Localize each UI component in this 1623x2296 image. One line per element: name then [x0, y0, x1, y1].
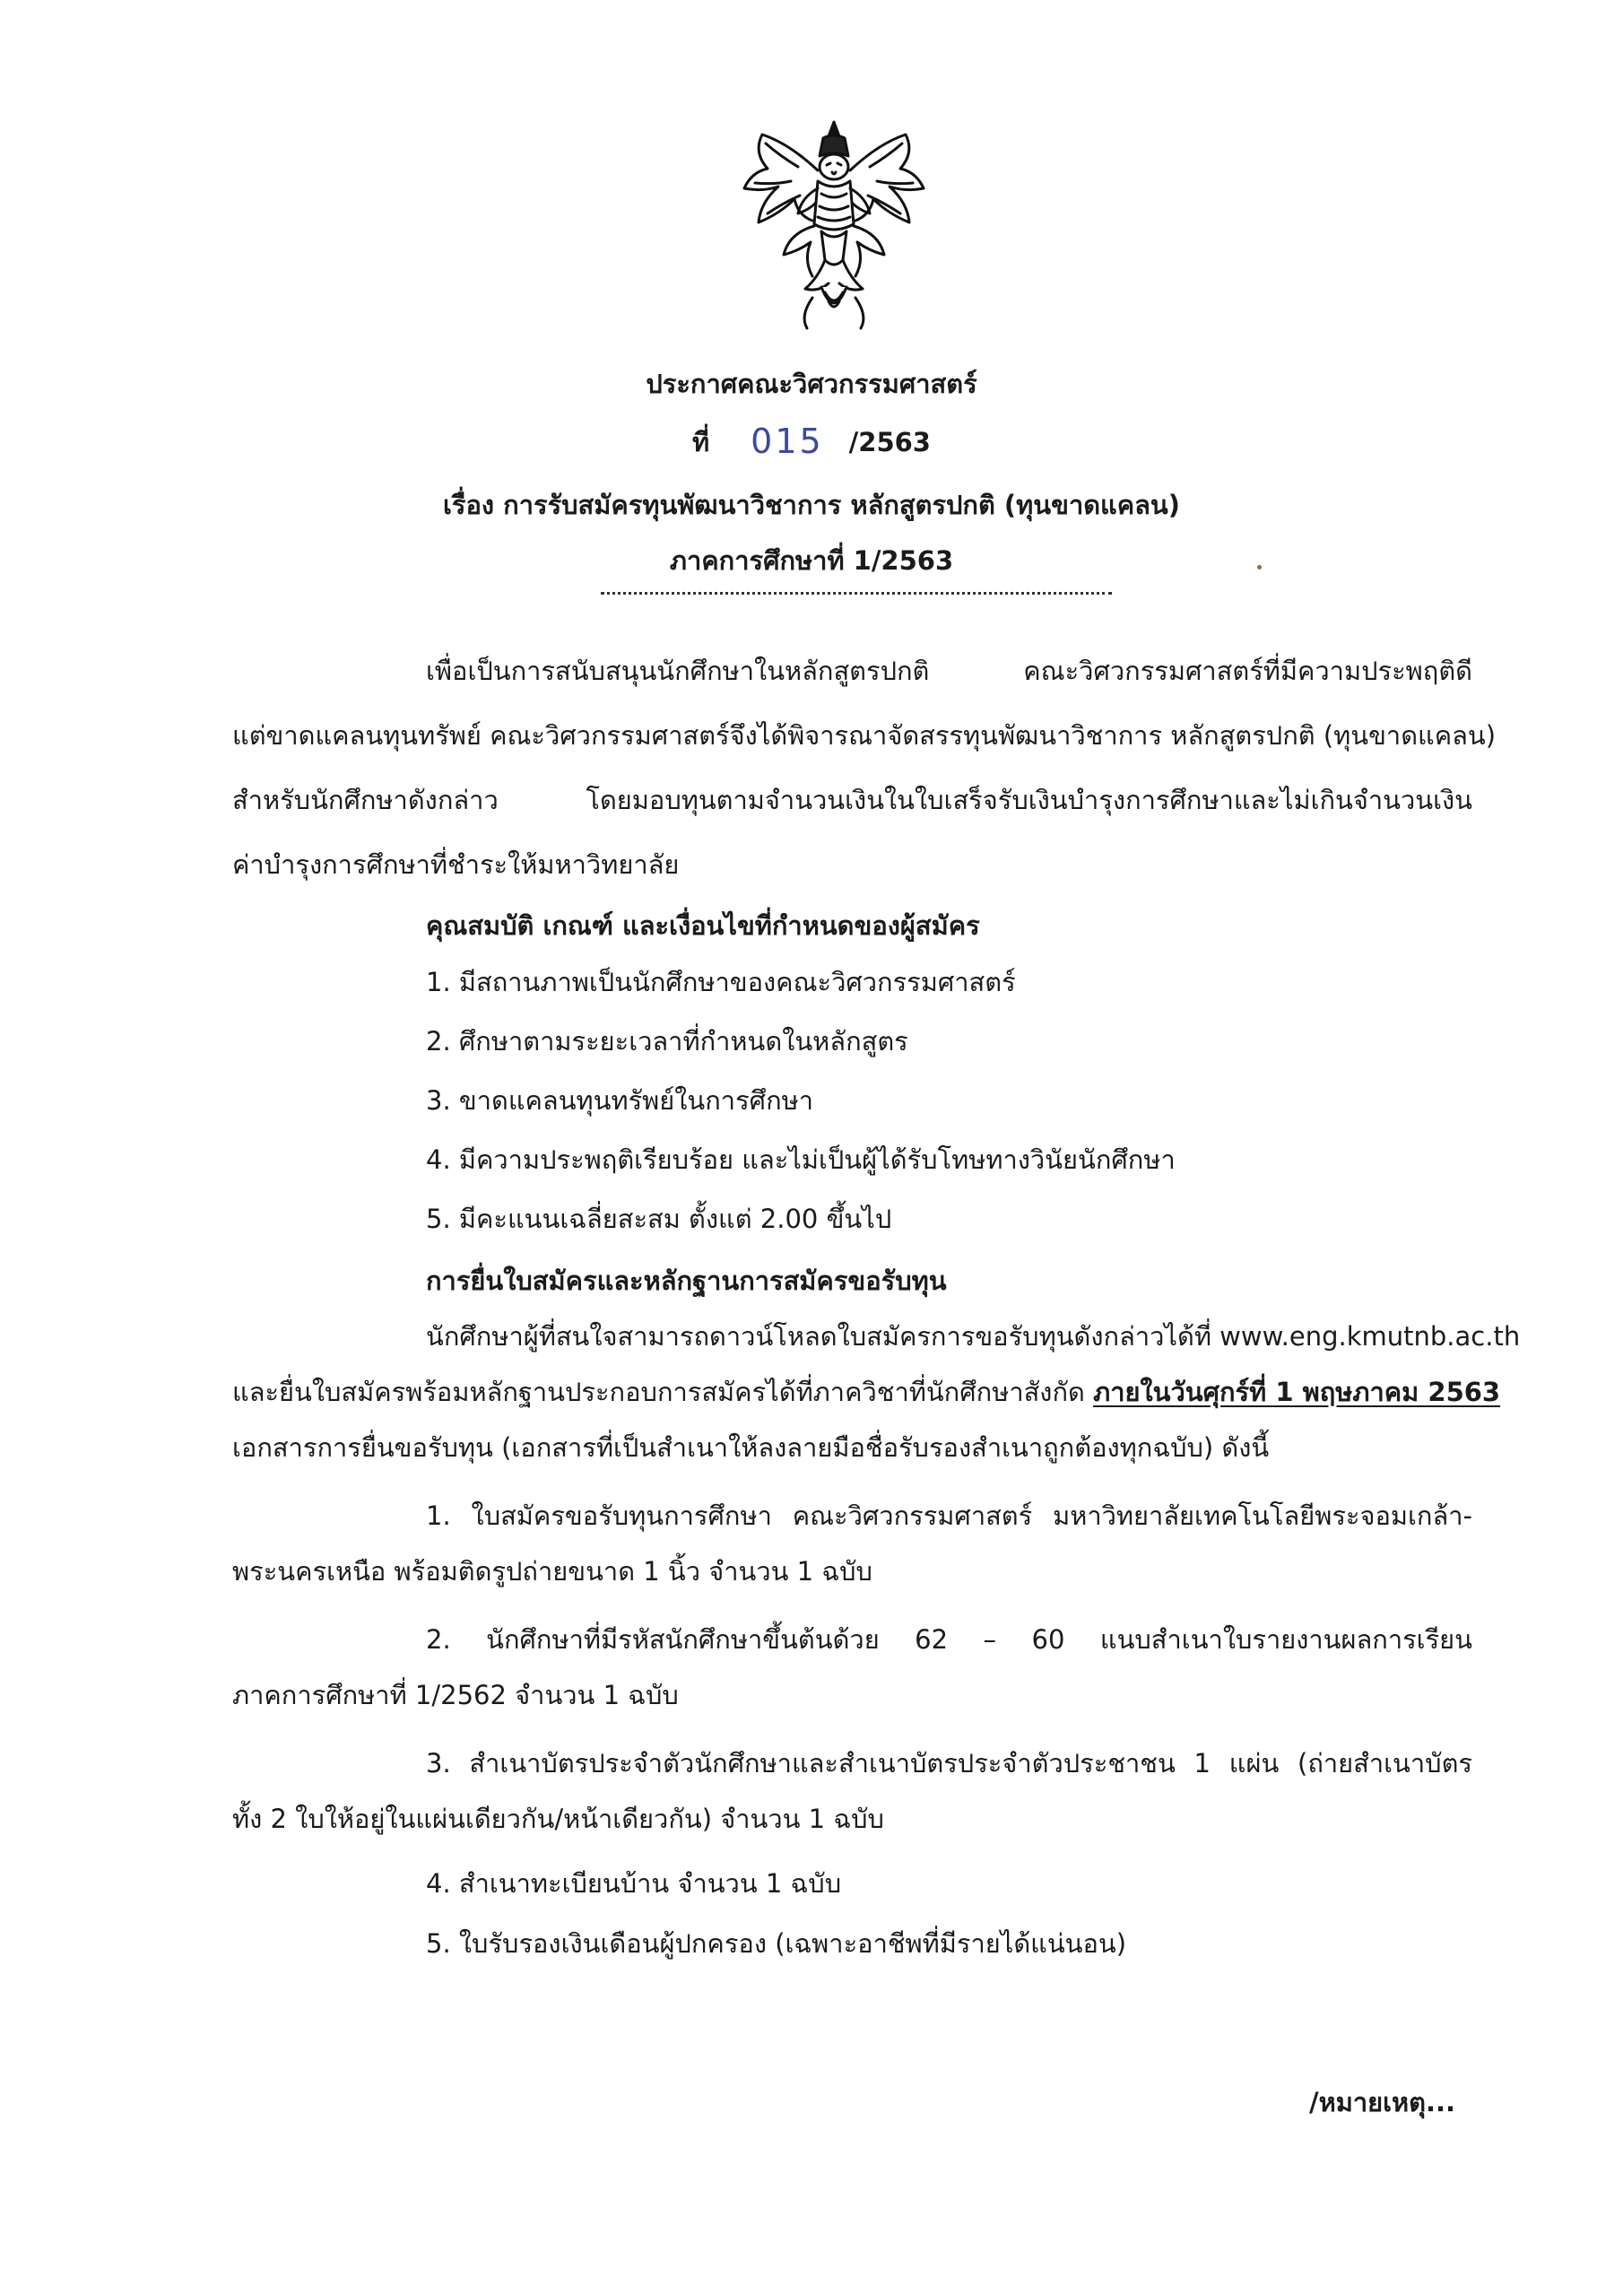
qualification-item: 4. มีความประพฤติเรียบร้อย และไม่เป็นผู้ได้รับโทษทางวินัยนักศึกษา — [426, 1144, 1176, 1175]
intro-line: แต่ขาดแคลนทุนทรัพย์ คณะวิศวกรรมศาสตร์จึงได้พิจารณาจัดสรรทุนพัฒนาวิชาการ หลักสูตรปกติ (ทุนขาดแคลน) — [232, 720, 1497, 751]
announcement-title: ประกาศคณะวิศวกรรมศาสตร์ — [646, 369, 977, 399]
application-documents-intro: เอกสารการยื่นขอรับทุน (เอกสารที่เป็นสำเนาให้ลงลายมือชื่อรับรองสำเนาถูกต้องทุกฉบับ) ดังนี้ — [232, 1432, 1270, 1463]
number-value: 015 — [751, 422, 824, 461]
announcement-number — [0, 420, 1623, 463]
application-submit-line — [232, 1374, 1500, 1410]
qualification-item: 3. ขาดแคลนทุนทรัพย์ในการศึกษา — [426, 1085, 814, 1116]
garuda-emblem-icon — [735, 117, 933, 332]
document-item: 2. นักศึกษาที่มีรหัสนักศึกษาขึ้นต้นด้วย 62 – 60 แนบสำเนาใบรายงานผลการเรียน — [426, 1624, 1472, 1655]
qualification-item: 1. มีสถานภาพเป็นนักศึกษาของคณะวิศวกรรมศาสตร์ — [426, 967, 1016, 997]
document-item: 5. ใบรับรองเงินเดือนผู้ปกครอง (เฉพาะอาชีพที่มีรายได้แน่นอน) — [426, 1928, 1127, 1959]
number-suffix: /2563 — [848, 427, 931, 457]
announcement-subject: เรื่อง การรับสมัครทุนพัฒนาวิชาการ หลักสูตรปกติ (ทุนขาดแคลน) — [442, 490, 1180, 520]
application-heading: การยื่นใบสมัครและหลักฐานการสมัครขอรับทุน — [426, 1265, 947, 1296]
qualification-item: 5. มีคะแนนเฉลี่ยสะสม ตั้งแต่ 2.00 ขึ้นไป — [426, 1204, 892, 1234]
intro-line: เพื่อเป็นการสนับสนุนนักศึกษาในหลักสูตรปกติ คณะวิศวกรรมศาสตร์ที่มีความประพฤติดี — [426, 656, 1472, 686]
application-download-line: นักศึกษาผู้ที่สนใจสามารถดาวน์โหลดใบสมัครการขอรับทุนดังกล่าวได้ที่ www.eng.kmutnb.ac.th — [426, 1321, 1521, 1352]
document-item-cont: ภาคการศึกษาที่ 1/2562 จำนวน 1 ฉบับ — [232, 1680, 679, 1710]
document-item: 3. สำเนาบัตรประจำตัวนักศึกษาและสำเนาบัตรประจำตัวประชาชน 1 แผ่น (ถ่ายสำเนาบัตร — [426, 1748, 1472, 1779]
dotted-divider — [601, 592, 1112, 595]
document-item-cont: ทั้ง 2 ใบให้อยู่ในแผ่นเดียวกัน/หน้าเดียวกัน) จำนวน 1 ฉบับ — [232, 1804, 884, 1834]
submit-text: และยื่นใบสมัครพร้อมหลักฐานประกอบการสมัครได้ที่ภาควิชาที่นักศึกษาสังกัด — [232, 1377, 1094, 1407]
academic-term: ภาคการศึกษาที่ 1/2563 — [669, 545, 954, 576]
document-item: 4. สำเนาทะเบียนบ้าน จำนวน 1 ฉบับ — [426, 1868, 842, 1899]
document-item-cont: พระนครเหนือ พร้อมติดรูปถ่ายขนาด 1 นิ้ว จำนวน 1 ฉบับ — [232, 1556, 872, 1587]
intro-line: สำหรับนักศึกษาดังกล่าว โดยมอบทุนตามจำนวนเงินในใบเสร็จรับเงินบำรุงการศึกษาและไม่เกินจำนวนเงิน — [232, 785, 1472, 815]
qualification-item: 2. ศึกษาตามระยะเวลาที่กำหนดในหลักสูตร — [426, 1026, 908, 1057]
qualifications-heading: คุณสมบัติ เกณฑ์ และเงื่อนไขที่กำหนดของผู้สมัคร — [426, 910, 980, 941]
document-item: 1. ใบสมัครขอรับทุนการศึกษา คณะวิศวกรรมศาสตร์ มหาวิทยาลัยเทคโนโลยีพระจอมเกล้า- — [426, 1500, 1472, 1531]
scan-speck — [1257, 565, 1262, 570]
number-prefix: ที่ — [692, 427, 710, 457]
intro-line: ค่าบำรุงการศึกษาที่ชำระให้มหาวิทยาลัย — [232, 849, 680, 880]
continuation-note: /หมายเหตุ... — [1309, 2087, 1456, 2118]
submission-deadline: ภายในวันศุกร์ที่ 1 พฤษภาคม 2563 — [1093, 1377, 1501, 1407]
